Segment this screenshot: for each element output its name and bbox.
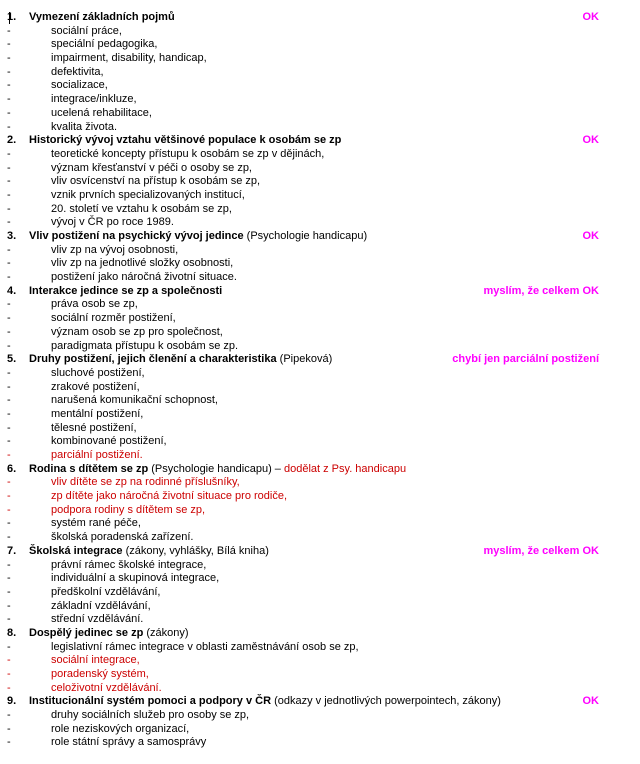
section-status: OK [582,134,599,147]
section-heading [29,695,501,709]
section-status: myslím, že celkem OK [483,284,599,297]
bullet-dash: - [7,65,11,78]
list-item-text: význam křesťanství v péči o osoby se zp, [51,161,252,174]
list-item [0,723,640,737]
list-item [0,271,640,285]
list-item-text: systém rané péče, [51,517,141,530]
list-item-text: 20. století ve vztahu k osobám se zp, [51,202,232,215]
list-item-text: role státní správy a samosprávy [51,736,207,749]
list-item-text: základní vzdělávání, [51,599,151,612]
bullet-dash: - [7,257,11,270]
list-item-text: celoživotní vzdělávání. [51,681,162,694]
list-item [0,736,640,750]
list-item-text: vliv osvícenství na přístup k osobám se zp, [51,175,261,188]
bullet-dash: - [7,243,11,256]
section-heading [29,627,189,641]
section-heading [29,545,269,559]
section-title: Vliv postižení na psychický vývoj jedince [29,230,244,242]
list-item-text: vliv zp na jednotlivé složky osobnosti, [51,257,234,270]
list-item-text: kombinované postižení, [51,435,167,448]
section-heading-row [0,353,640,367]
list-item-text: vliv zp na vývoj osobnosti, [51,243,179,256]
section-title: Interakce jedince se zp a společnosti [29,284,223,297]
section-note: (Psychologie handicapu) – [151,462,281,475]
list-item [0,367,640,381]
section-status: chybí jen parciální postižení [452,353,599,366]
list-item-text: předškolní vzdělávání, [51,585,161,598]
section-todo-note: dodělat z Psy. handicapu [283,462,407,475]
list-item-text: střední vzdělávání. [51,613,144,626]
list-item [0,257,640,271]
bullet-dash: - [7,188,11,201]
list-item-text: sluchové postižení, [51,366,145,379]
list-item-text: kvalita života. [51,120,118,133]
section-number: 7. [7,544,17,557]
section-status: OK [582,695,599,708]
list-item [0,381,640,395]
list-item-text: vliv dítěte se zp na rodinné příslušníky, [51,476,240,489]
bullet-dash: - [7,449,11,461]
section-note: (Psychologie handicapu) [246,230,368,242]
bullet-dash: - [7,216,11,229]
list-item [0,408,640,422]
section-number: 6. [7,462,17,475]
section-heading [29,353,332,367]
list-item [0,654,640,668]
list-item-text: tělesné postižení, [51,421,137,434]
list-item-text: sociální práce, [51,24,122,37]
section-heading-row [0,627,640,641]
list-item-text: právní rámec školské integrace, [51,558,207,571]
list-item [0,490,640,504]
bullet-dash: - [7,93,11,106]
bullet-dash: - [7,366,11,379]
bullet-dash: - [7,421,11,434]
bullet-dash: - [7,52,11,65]
list-item-text: teoretické koncepty přístupu k osobám se zp v dějinách, [51,147,325,160]
list-item [0,162,640,176]
list-item [0,340,640,354]
bullet-dash: - [7,38,11,51]
list-item-text: role neziskových organizací, [51,722,190,735]
section-title: Institucionální systém pomoci a podpory v ČR [29,695,272,708]
section-status: OK [582,11,599,23]
list-item [0,216,640,230]
list-item-text: práva osob se zp, [51,298,138,311]
bullet-dash: - [7,407,11,420]
bullet-dash: - [7,558,11,571]
list-item [0,449,640,463]
list-item-text: parciální postižení. [51,449,143,461]
bullet-dash: - [7,517,11,530]
bullet-dash: - [7,585,11,598]
bullet-dash: - [7,147,11,160]
list-item-text: podpora rodiny s dítětem se zp, [51,503,206,516]
bullet-dash: - [7,79,11,92]
list-item [0,668,640,682]
section-heading-row [0,230,640,244]
bullet-dash: - [7,613,11,626]
bullet-dash: - [7,736,11,749]
section-heading [29,463,406,477]
section-number: 9. [7,695,17,708]
bullet-dash: - [7,161,11,174]
bullet-dash: - [7,490,11,503]
list-item [0,244,640,258]
bullet-dash: - [7,503,11,516]
list-item-text: speciální pedagogika, [51,38,158,51]
section-title: Vymezení základních pojmů [29,11,175,23]
list-item [0,52,640,66]
list-item-text: impairment, disability, handicap, [51,52,207,65]
section-number: 3. [7,230,17,242]
section-title: Historický vývoj vztahu většinové populace k osobám se zp [29,134,342,147]
bullet-dash: - [7,668,11,680]
section-title: Dospělý jedinec se zp [29,626,144,639]
bullet-dash: - [7,120,11,133]
list-item [0,422,640,436]
list-item-text: socializace, [51,79,108,92]
list-item-text: zrakové postižení, [51,380,140,393]
bullet-dash: - [7,325,11,338]
section-note: (Pipeková) [279,353,333,366]
list-item-text: sociální integrace, [51,654,140,667]
list-item [0,121,640,135]
bullet-dash: - [7,640,11,653]
section-note: (zákony, vyhlášky, Bílá kniha) [125,544,269,557]
section-heading-row [0,134,640,148]
bullet-dash: - [7,106,11,119]
bullet-dash: - [7,599,11,612]
list-item-text: význam osob se zp pro společnost, [51,325,223,338]
section-title: Školská integrace [29,544,123,557]
bullet-dash: - [7,380,11,393]
bullet-dash: - [7,709,11,722]
list-item [0,600,640,614]
list-item-text: legislativní rámec integrace v oblasti zaměstnávání osob se zp, [51,640,359,653]
list-item-text: mentální postižení, [51,407,144,420]
list-item-text: poradenský systém, [51,668,149,680]
section-heading-row [0,545,640,559]
bullet-dash: - [7,681,11,694]
document-body [0,11,640,750]
section-heading [29,285,222,299]
bullet-dash: - [7,24,11,37]
list-item [0,709,640,723]
bullet-dash: - [7,202,11,215]
bullet-dash: - [7,271,11,284]
list-item-text: druhy sociálních služeb pro osoby se zp, [51,709,250,722]
list-item [0,298,640,312]
list-item [0,189,640,203]
section-number: 8. [7,626,17,639]
list-item [0,66,640,80]
list-item [0,572,640,586]
bullet-dash: - [7,394,11,407]
bullet-dash: - [7,572,11,585]
section-heading [29,230,367,244]
section-title: Druhy postižení, jejich členění a charakteristika [29,353,277,366]
list-item [0,93,640,107]
list-item [0,613,640,627]
list-item-text: postižení jako náročná životní situace. [51,271,237,284]
section-note: (zákony) [146,626,189,639]
list-item [0,586,640,600]
list-item [0,641,640,655]
bullet-dash: - [7,531,11,544]
bullet-dash: - [7,175,11,188]
section-number: 1. [7,11,17,23]
bullet-dash: - [7,722,11,735]
section-number: 5. [7,353,17,366]
list-item [0,312,640,326]
list-item [0,175,640,189]
list-item-text: integrace/inkluze, [51,93,137,106]
section-heading-row [0,463,640,477]
section-heading [29,134,341,148]
section-number: 4. [7,284,17,297]
list-item-text: narušená komunikační schopnost, [51,394,218,407]
list-item [0,504,640,518]
list-item [0,435,640,449]
list-item-text: paradigmata přístupu k osobám se zp. [51,339,239,352]
bullet-dash: - [7,339,11,352]
section-status: myslím, že celkem OK [483,544,599,557]
list-item-text: vznik prvních specializovaných institucí, [51,188,245,201]
section-heading-row [0,285,640,299]
list-item [0,38,640,52]
list-item [0,476,640,490]
list-item-text: ucelená rehabilitace, [51,106,152,119]
list-item [0,203,640,217]
section-heading-row [0,695,640,709]
section-status: OK [582,230,599,242]
list-item [0,517,640,531]
bullet-dash: - [7,654,11,667]
list-item [0,79,640,93]
list-item [0,559,640,573]
list-item [0,326,640,340]
bullet-dash: - [7,435,11,448]
bullet-dash: - [7,312,11,325]
list-item [0,148,640,162]
list-item [0,394,640,408]
section-note: (odkazy v jednotlivých powerpointech, zákony) [274,695,501,708]
list-item-text: zp dítěte jako náročná životní situace pro rodiče, [51,490,288,503]
list-item [0,25,640,39]
list-item-text: sociální rozměr postižení, [51,312,176,325]
section-heading [29,11,175,25]
list-item [0,531,640,545]
list-item-text: defektivita, [51,65,104,78]
list-item [0,682,640,696]
list-item-text: školská poradenská zařízení. [51,531,194,544]
bullet-dash: - [7,476,11,489]
list-item [0,107,640,121]
bullet-dash: - [7,298,11,311]
section-title: Rodina s dítětem se zp [29,462,149,475]
section-number: 2. [7,134,17,147]
list-item-text: individuální a skupinová integrace, [51,572,220,585]
list-item-text: vývoj v ČR po roce 1989. [51,216,174,229]
section-heading-row [0,11,640,25]
